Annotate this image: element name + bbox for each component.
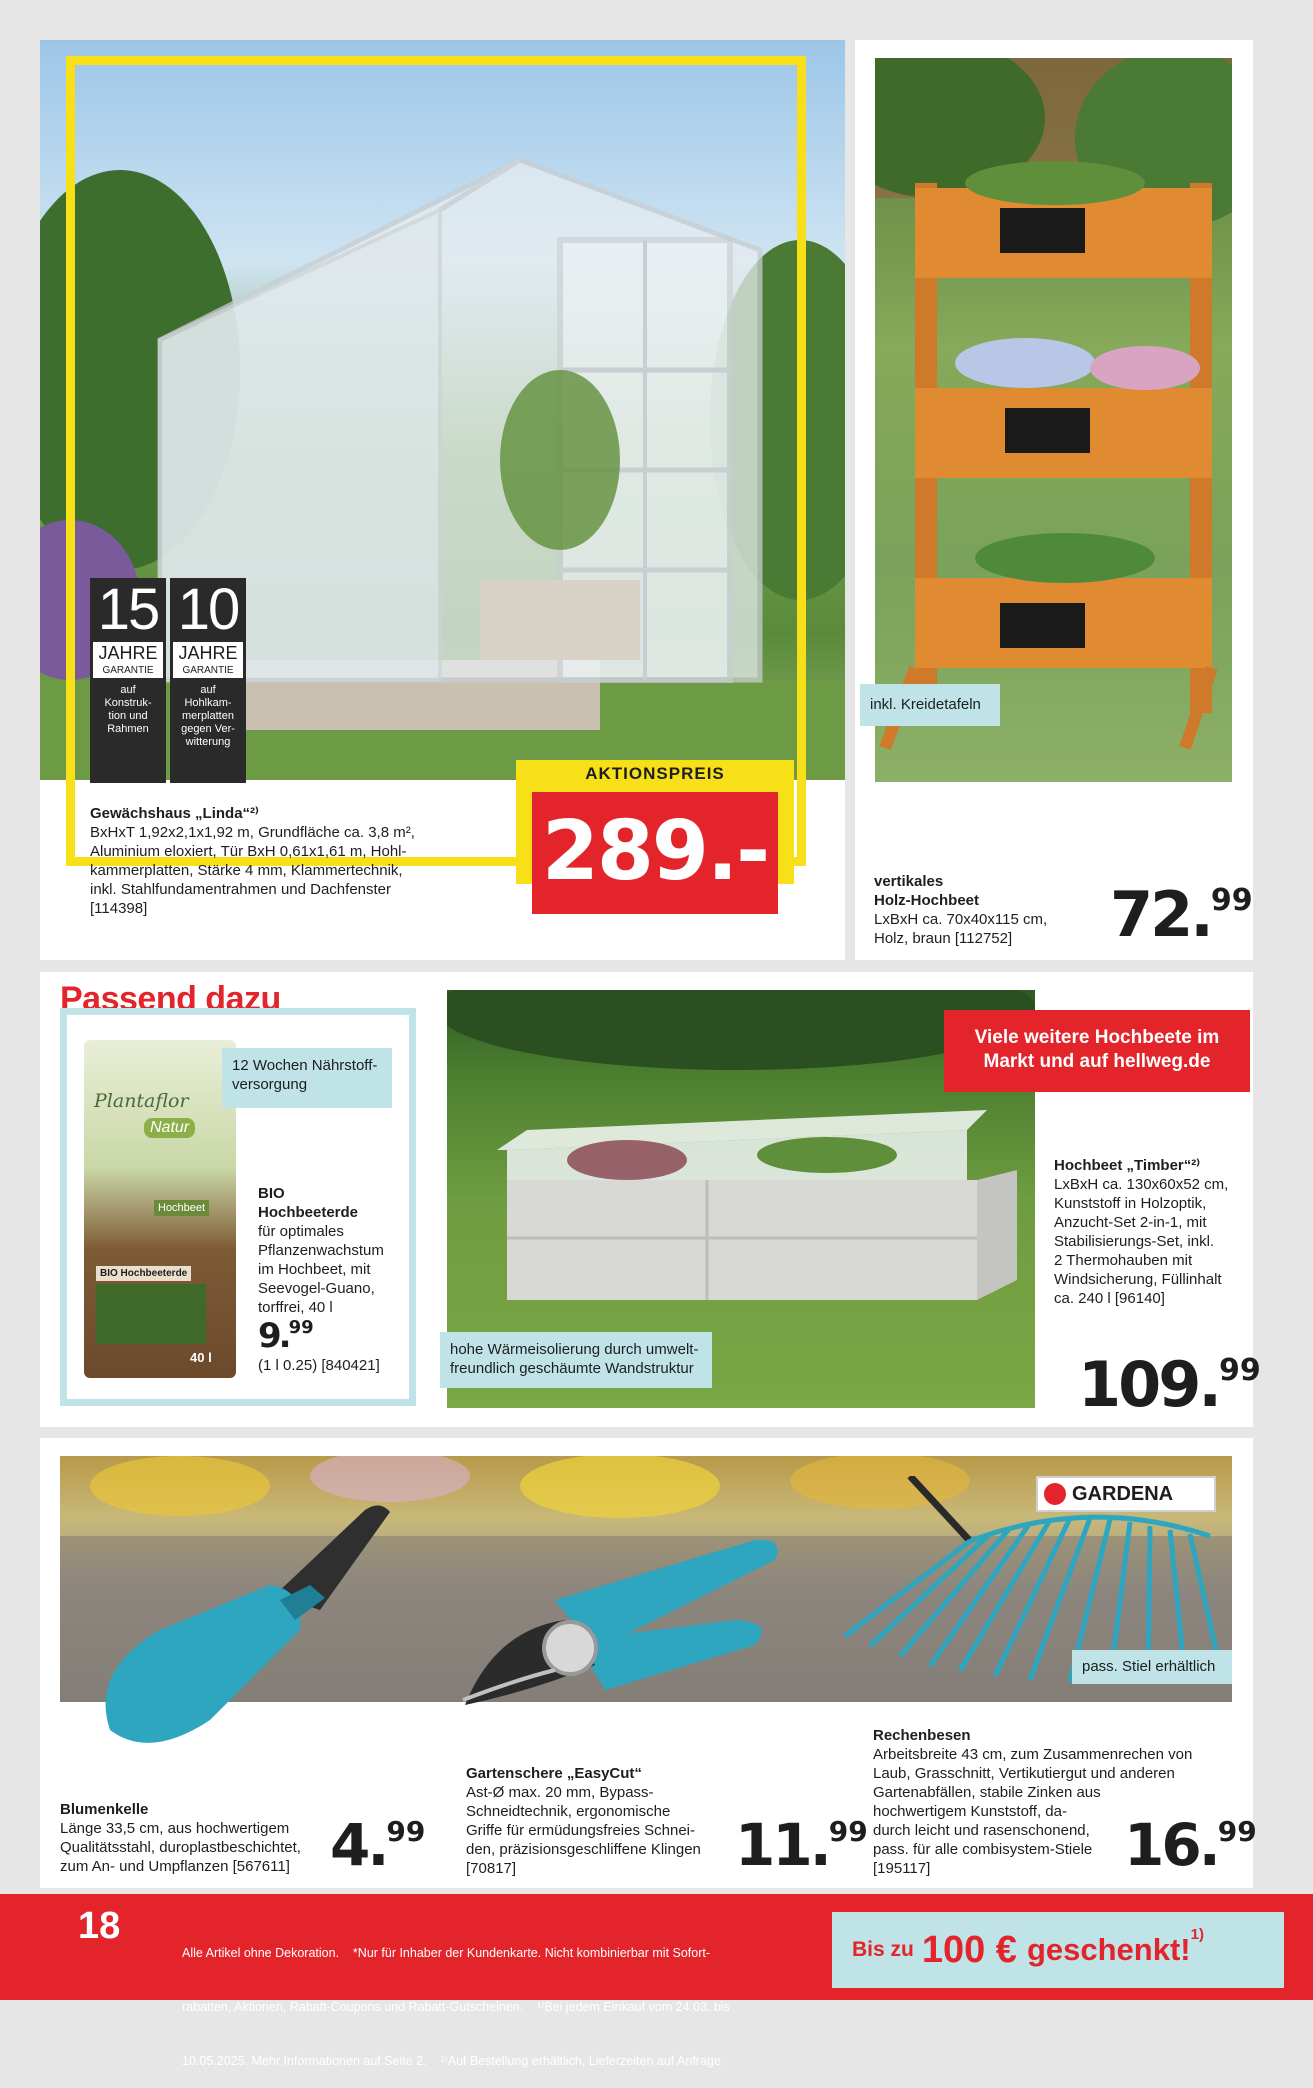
soil-bag-label: BIO Hochbeeterde xyxy=(96,1266,191,1281)
page-number: 18 xyxy=(78,1905,121,1947)
soil-bag-sub: Natur xyxy=(144,1118,195,1138)
soil-bag-info-box xyxy=(96,1284,206,1344)
shears-image xyxy=(455,1530,805,1770)
promo-suffix: geschenkt! xyxy=(1026,1932,1191,1967)
gardena-logo-text: GARDENA xyxy=(1072,1482,1174,1505)
timber-info: Hochbeet „Timber“²⁾ LxBxH ca. 130x60x52 cm, Kunststoff in Holzoptik, Anzucht-Set 2-in-1, mit Stabilisierungs-Set, inkl. 2 Thermohauben mit Windsicherung, Füllinhalt ca. 240 l [96140] xyxy=(1054,1157,1229,1307)
soil-bag xyxy=(84,1040,236,1378)
warranty-years: 15 xyxy=(97,577,159,642)
promo-sup: 1) xyxy=(1190,1926,1204,1943)
warranty-badge-10 xyxy=(170,578,246,783)
greenhouse-title: Gewächshaus „Linda“²⁾ xyxy=(90,805,259,822)
vertical-bed-price: 72.99 xyxy=(1110,878,1253,951)
promo-box[interactable] xyxy=(832,1912,1284,1988)
timber-callout: hohe Wärmeisolierung durch umwelt- freundlich geschäumte Wandstruktur xyxy=(440,1332,712,1388)
vertical-bed-photo xyxy=(875,58,1232,782)
aktionspreis-label: AKTIONSPREIS xyxy=(585,764,725,783)
trowel-image xyxy=(80,1480,480,1790)
rake-price: 16.99 xyxy=(1124,1811,1257,1879)
timber-price: 109.99 xyxy=(1078,1348,1261,1421)
greenhouse-info: Gewächshaus „Linda“²⁾ BxHxT 1,92x2,1x1,92 m, Grundfläche ca. 3,8 m², Aluminium eloxiert, Tür BxH 0,61x1,61 m, Hohl- kammerplatten, Stärke 4 mm, Klammertechnik, inkl. Stahlfundamentrahmen und Dachfenster [114398] xyxy=(90,804,510,918)
warranty-years: 10 xyxy=(177,577,239,642)
warranty-note: auf Hohlkam- merplatten gegen Ver- witterung xyxy=(181,684,235,748)
passend-heading: Passend dazu xyxy=(60,980,281,1018)
trowel-info: Blumenkelle Länge 33,5 cm, aus hochwertigem Qualitätsstahl, duroplastbeschichtet, zum An- und Umpflanzen [567611] xyxy=(60,1801,301,1875)
vertical-bed-illustration xyxy=(875,58,1232,782)
hochbeete-banner: Viele weitere Hochbeete im Markt und auf hellweg.de xyxy=(944,1010,1250,1092)
rake-callout: pass. Stiel erhältlich xyxy=(1072,1650,1232,1684)
vertical-bed-info: vertikales Holz-Hochbeet LxBxH ca. 70x40x115 cm, Holz, braun [112752] xyxy=(874,873,1048,947)
warranty-badge-15 xyxy=(90,578,166,783)
soil-price: 9.99 xyxy=(258,1316,314,1356)
warranty-label: JAHRE GARANTIE xyxy=(173,642,243,678)
warranty-label: JAHRE GARANTIE xyxy=(93,642,163,678)
gardena-logo-icon xyxy=(1044,1483,1066,1505)
soil-bag-tag: Hochbeet xyxy=(154,1200,209,1216)
soil-bag-brand: Plantaflor xyxy=(94,1090,189,1112)
soil-bag-volume: 40 l xyxy=(190,1350,212,1365)
footer-disclaimer: Alle Artikel ohne Dekoration. *Nur für Inhaber der Kundenkarte. Nicht kombinierbar mit Sofort- rabatten, Aktionen, Rabatt-Coupons und Rabatt-Gutscheinen. ¹⁾Bei jedem Einkauf vom 24.03. bis 10.05.2025. Mehr Informationen auf Seite 2. ²⁾Auf Bestellung erhältlich, Lieferzeiten auf Anfrage. xyxy=(182,1946,730,2068)
greenhouse-price: 289.- xyxy=(532,792,778,914)
soil-info: BIO Hochbeeterde für optimales Pflanzenwachstum im Hochbeet, mit Seevogel-Guano, torffrei, 40 l xyxy=(258,1185,384,1316)
shears-info: Gartenschere „EasyCut“ Ast-Ø max. 20 mm, Bypass- Schneidtechnik, ergonomische Griffe für ermüdungsfreies Schnei- den, präzisionsgeschliffene Klingen [70817] xyxy=(466,1765,701,1877)
trowel-price: 4.99 xyxy=(330,1811,426,1879)
soil-unit-info: (1 l 0.25) [840421] xyxy=(258,1357,380,1374)
promo-prefix: Bis zu xyxy=(852,1938,914,1961)
gardena-logo xyxy=(1036,1476,1216,1512)
shears-price: 11.99 xyxy=(735,1811,868,1879)
soil-callout: 12 Wochen Nährstoff- versorgung xyxy=(222,1048,392,1108)
warranty-note: auf Konstruk- tion und Rahmen xyxy=(104,684,152,735)
promo-amount: 100 € xyxy=(921,1928,1017,1971)
rake-info: Rechenbesen Arbeitsbreite 43 cm, zum Zusammenrechen von Laub, Grasschnitt, Vertikutiergut und anderen Gartenabfällen, stabile Zinken aus hochwertigem Kunststoff, da- durch leicht und rasenschonend, pass. für alle combisystem-Stiele [195117] xyxy=(873,1727,1193,1877)
kreidetafeln-callout: inkl. Kreidetafeln xyxy=(860,684,1000,726)
